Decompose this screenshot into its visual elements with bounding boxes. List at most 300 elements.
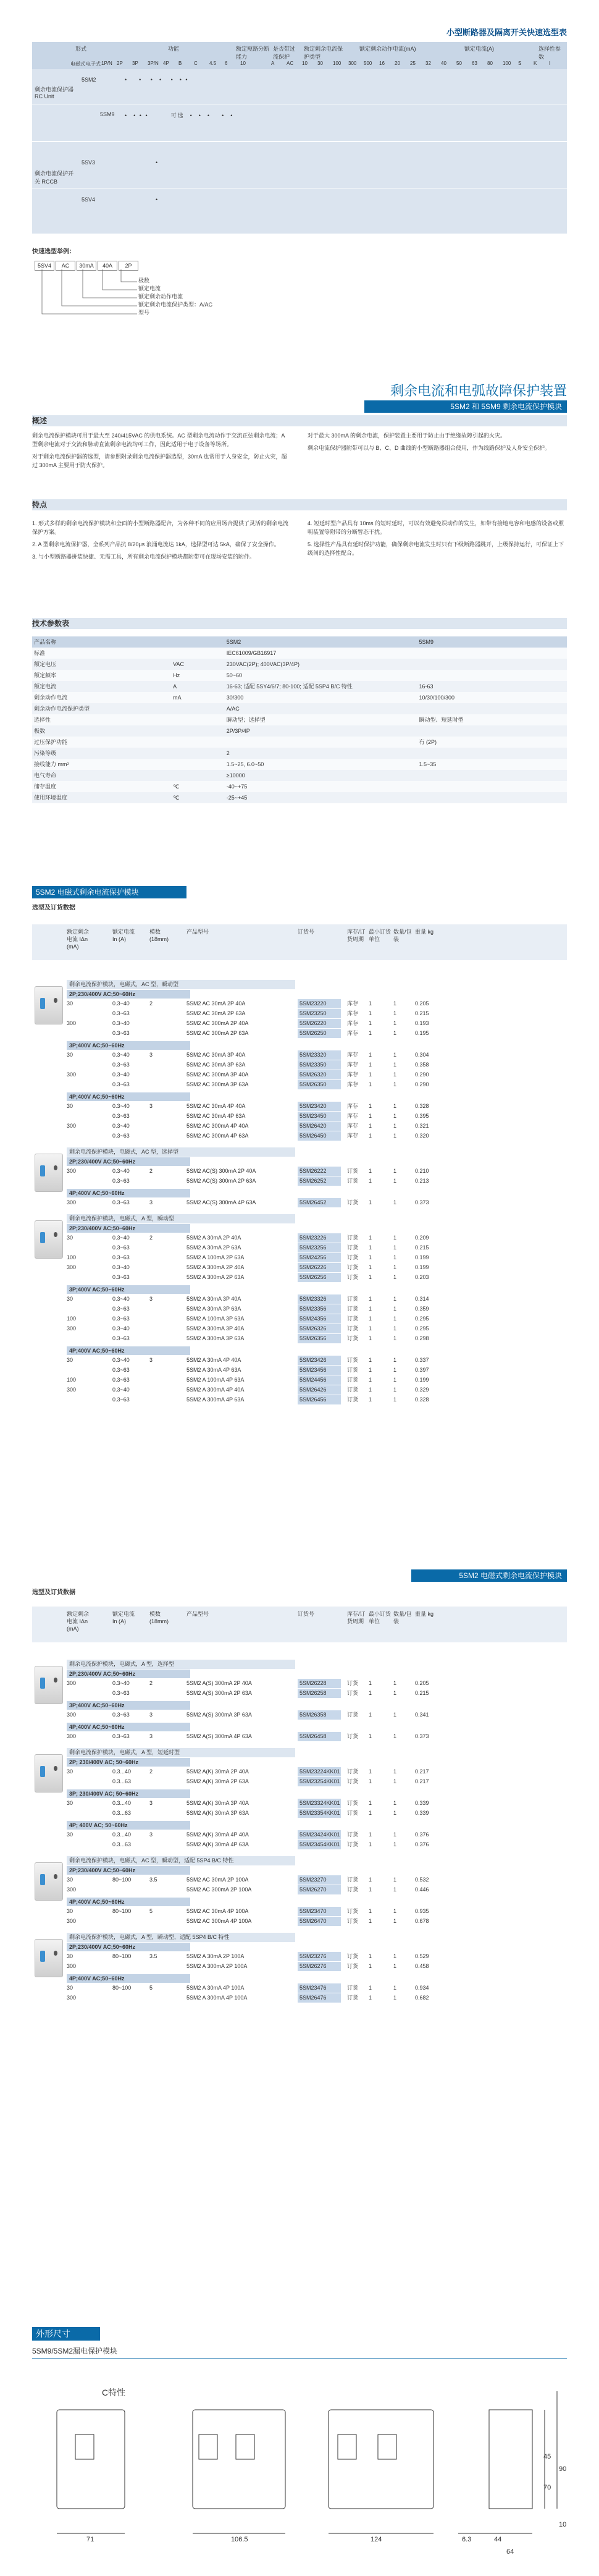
m1-cell: 5SM2 AC 300mA 4P 63A (186, 1133, 249, 1139)
tech-cell: 16-63 (419, 683, 434, 690)
m1-cell: 0.321 (415, 1123, 429, 1129)
m1-cell: 0.295 (415, 1315, 429, 1322)
m1-cell: 1 (393, 1335, 397, 1341)
m1-cell: 1 (393, 1081, 397, 1087)
selection-subcol: 6 (225, 61, 228, 66)
m1-cell: 1 (393, 1000, 397, 1007)
m2-cell: 订货 (347, 1831, 359, 1838)
m2-row (32, 1689, 567, 1698)
m2-row (32, 1885, 567, 1894)
selection-subheaders (70, 61, 564, 69)
selection-subcol: 4P (163, 61, 169, 66)
m2-row (32, 1767, 567, 1776)
m1-cell: 5SM2 AC 30mA 2P 63A (186, 1010, 246, 1016)
m1-cell: 1 (393, 1387, 397, 1393)
m1-cell: 5SM23326 (298, 1294, 341, 1304)
col-header: 模数 (18mm) (149, 929, 169, 942)
m2-cell: 5SM2 A 30mA 4P 100A (186, 1985, 245, 1991)
tech-row (32, 692, 567, 703)
m2-cell: 订货 (347, 1800, 359, 1806)
m2-cell: 5SM2 A 30mA 2P 100A (186, 1953, 245, 1959)
m1-cell: 1 (369, 1315, 372, 1322)
m2-cell: 1 (369, 1886, 372, 1893)
selection-header-rated: 额定电流(A) (464, 46, 494, 52)
m1-cell: 0.358 (415, 1062, 429, 1068)
m1-cell: 1 (393, 1113, 397, 1119)
m2-cell: 0.446 (415, 1886, 429, 1893)
m1-group-sub: 3P;400V AC;50~60Hz (67, 1285, 190, 1294)
m1-cell: 1 (393, 1123, 397, 1129)
m1-cell: 3 (149, 1296, 153, 1302)
m2-cell: 3 (149, 1733, 153, 1739)
m1-cell: 0.3~63 (112, 1199, 130, 1206)
m1-cell: 0.328 (415, 1103, 429, 1109)
tech-cell (417, 670, 568, 681)
m1-cell: 5SM2 AC(S) 300mA 2P 40A (186, 1168, 256, 1174)
tech-cell (417, 648, 568, 659)
m2-cell: 5SM2 A(S) 300mA 2P 63A (186, 1690, 252, 1696)
m1-cell: 库存 (347, 1010, 359, 1016)
m1-cell: 1 (369, 1244, 372, 1251)
order-example-legend (138, 277, 212, 317)
m1-group-title: 剩余电流保护模块，电磁式，A 型，瞬动型 (67, 1214, 295, 1223)
tech-cell: 剩余动作电流保护类型 (34, 706, 90, 712)
m1-cell: 5SM2 A 100mA 2P 63A (186, 1254, 245, 1261)
m2-cell: 0.3...63 (112, 1841, 132, 1848)
selection-row-1-name: 5SM2 (82, 77, 96, 83)
tech-row (32, 703, 567, 714)
m2-cell: 5SM2 A 300mA 2P 100A (186, 1963, 248, 1969)
dim-w6: 64 (506, 2548, 514, 2556)
m1-cell: 100 (67, 1315, 77, 1322)
selection-subcol: 500 (364, 61, 372, 66)
m2-cell: 0.3...40 (112, 1800, 132, 1806)
m2-cell: 0.458 (415, 1963, 429, 1969)
tech-cell: 污染等级 (34, 750, 57, 756)
selection-subcol: 10 (302, 61, 308, 66)
m1-row (32, 1304, 567, 1314)
tech-cell: 瞬动型、短延时型 (419, 717, 464, 723)
order-code: 5SV4 (35, 261, 54, 271)
m2-group-title: 剩余电流保护模块，电磁式，A 型，短延时型 (67, 1748, 295, 1757)
feature-item: 1. 形式多样的剩余电流保护模块和全面的小型断路器配合，为各种不同的应用场合提供了灵活的剩余电流保护方案。 (32, 520, 289, 535)
m1-cell: 1 (369, 1235, 372, 1241)
m2-cell: 0.3...40 (112, 1831, 132, 1838)
m2-cell: 1 (393, 1953, 397, 1959)
m2-cell: 30 (67, 1768, 73, 1775)
selection-subcol: 100 (503, 61, 511, 66)
main-title: 剩余电流和电弧故障保护装置 (390, 383, 567, 399)
tech-cell: -25~+45 (226, 795, 248, 801)
m1-cell: 0.3~63 (112, 1377, 130, 1383)
m1-cell: 1 (369, 1123, 372, 1129)
m1-cell: 0.195 (415, 1030, 429, 1036)
col-header: 模数 (18mm) (149, 1611, 169, 1624)
m1-cell: 0.397 (415, 1367, 429, 1373)
m1-cell: 订货 (347, 1377, 359, 1383)
m1-cell: 订货 (347, 1315, 359, 1322)
m2-cell: 1 (393, 1963, 397, 1969)
m2-cell: 3 (149, 1831, 153, 1838)
feature-item: 5. 选择性产品具有延时保护功能，确保剩余电流发生时只有下级断路器跳开，上级保持运行，可保证上下级间的选择性配合。 (308, 541, 564, 556)
m2-cell: 5SM26228 (298, 1679, 341, 1688)
m1-cell: 1 (369, 1010, 372, 1016)
tech-cell: 过压保护功能 (34, 739, 68, 745)
m2-group-sub: 4P;400V AC;50~60Hz (67, 1974, 190, 1983)
m1-cell: 5SM23356 (298, 1304, 341, 1314)
m1-cell: 30 (67, 1052, 73, 1058)
m1-cell: 1 (369, 1367, 372, 1373)
selection-subcol: C (194, 61, 198, 66)
m2-cell: 5SM26276 (298, 1962, 341, 1971)
m1-cell: 3 (149, 1357, 153, 1363)
m2-cell: 0.3...40 (112, 1768, 132, 1775)
m2-cell: 0.215 (415, 1690, 429, 1696)
m1-cell: 5SM26252 (298, 1176, 341, 1186)
m2-cell: 订货 (347, 1810, 359, 1816)
m1-cell: 0.199 (415, 1254, 429, 1261)
m1-cell: 0.359 (415, 1306, 429, 1312)
tech-cell: Hz (173, 672, 180, 678)
selection-subcol: 300 (348, 61, 357, 66)
m2-cell: 1 (369, 1712, 372, 1718)
m1-cell: 0.199 (415, 1264, 429, 1270)
m1-cell: 0.295 (415, 1325, 429, 1332)
tech-cell (417, 770, 568, 781)
col-header: 最小订货单位 (369, 1611, 392, 1624)
m2-group-sub: 2P;230/400V AC;50~60Hz (67, 1670, 190, 1678)
m1-cell: 1 (393, 1178, 397, 1184)
m1-cell: 300 (67, 1325, 77, 1332)
m1-cell: 5SM2 A 30mA 3P 40A (186, 1296, 241, 1302)
selection-subcol: 100 (333, 61, 341, 66)
m1-cell: 5SM26220 (298, 1019, 341, 1028)
tech-cell: A/AC (226, 706, 240, 712)
m1-group-sub: 4P;400V AC;50~60Hz (67, 1189, 190, 1197)
tech-cell: IEC61009/GB16917 (226, 650, 277, 656)
m1-row (32, 1019, 567, 1028)
col-header: 额定电流 In (A) (112, 929, 135, 942)
m2-cell: 3.5 (149, 1877, 157, 1883)
m1-cell: 0.3~63 (112, 1396, 130, 1403)
tech-cell (171, 748, 225, 759)
tech-row (32, 670, 567, 681)
m1-cell: 5SM26452 (298, 1198, 341, 1207)
m1-cell: 30 (67, 1000, 73, 1007)
m2-group-sub: 4P; 400V AC; 50~60Hz (67, 1821, 190, 1830)
col-header: 数量/包装 (393, 1611, 412, 1624)
m1-cell: 5SM2 A 30mA 3P 63A (186, 1306, 241, 1312)
m2-cell: 0.376 (415, 1841, 429, 1848)
order-code: 30mA (77, 261, 96, 271)
tech-row (32, 759, 567, 770)
m1-cell: 1 (369, 1178, 372, 1184)
m1-row (32, 1009, 567, 1018)
m2-cell: 5 (149, 1908, 153, 1914)
m2-cell: 300 (67, 1733, 77, 1739)
m1-cell: 5SM23256 (298, 1243, 341, 1252)
m1-cell: 5SM2 AC 30mA 4P 40A (186, 1103, 246, 1109)
m1-cell: 订货 (347, 1357, 359, 1363)
feature-item: 3. 与小型断路器拼装快捷、无需工具，所有剩余电流保护模块都附带可在现场安装的附件。 (32, 554, 256, 560)
overview-right (308, 431, 567, 456)
m1-cell: 5SM23226 (298, 1233, 341, 1243)
tech-cell: 有 (2P) (419, 739, 437, 745)
m2-cell: 5SM2 A(K) 30mA 4P 40A (186, 1831, 249, 1838)
col-header: 重量 kg (415, 1611, 434, 1617)
m1-cell: 1 (393, 1325, 397, 1332)
m2-cell: 5SM23270 (298, 1875, 341, 1885)
selection-title: 小型断路器及隔离开关快速选型表 (446, 28, 567, 37)
m1-row (32, 1375, 567, 1385)
order-legend-item: 额定剩余电流保护类型：A/AC (138, 302, 213, 308)
dim-h1: 45 (543, 2453, 551, 2460)
m1-cell: 5SM2 AC(S) 300mA 4P 63A (186, 1199, 256, 1206)
m2-cell: 0.532 (415, 1877, 429, 1883)
m1-cell: 1 (369, 1168, 372, 1174)
m1-cell: 库存 (347, 1052, 359, 1058)
m1-cell: 1 (369, 1396, 372, 1403)
m2-cell: 5SM23324KK01 (298, 1799, 341, 1808)
m1-row (32, 1050, 567, 1060)
col-header: 产品型号 (186, 1611, 209, 1617)
m1-cell: 1 (369, 1000, 372, 1007)
tech-head-cell: 5SM2 (226, 639, 241, 645)
m1-cell: 5SM23426 (298, 1356, 341, 1365)
m1-cell: 0.193 (415, 1020, 429, 1026)
selection-subcol: S (518, 61, 522, 66)
order-legend-item: 额定电流 (138, 285, 161, 292)
m1-cell: 5SM2 AC 30mA 2P 40A (186, 1000, 246, 1007)
m1-cell: 0.320 (415, 1133, 429, 1139)
m1-cell: 订货 (347, 1199, 359, 1206)
m2-cell: 订货 (347, 1841, 359, 1848)
m2-cell: 订货 (347, 1778, 359, 1784)
m1-cell: 5SM2 A 300mA 4P 40A (186, 1387, 245, 1393)
m2-cell: 0.529 (415, 1953, 429, 1959)
selection-subcol: 16 (379, 61, 385, 66)
col-header: 库存/订货周期 (347, 929, 366, 942)
m2-row (32, 1679, 567, 1688)
m1-cell: 5SM26222 (298, 1167, 341, 1176)
m1-group-sub: 2P;230/400V AC;50~60Hz (67, 990, 190, 999)
m1-cell: 1 (393, 1296, 397, 1302)
tech-cell: 使用环境温度 (34, 795, 68, 801)
m2-row (32, 1799, 567, 1808)
m1-cell: 0.3~40 (112, 1052, 130, 1058)
tech-cell: ℃ (173, 795, 180, 801)
tech-cell: 储存温度 (34, 783, 57, 790)
m1-cell: 订货 (347, 1168, 359, 1174)
m1-cell: 1 (369, 1377, 372, 1383)
m1-cell: 0.3~63 (112, 1254, 130, 1261)
m2-cell: 1 (369, 1778, 372, 1784)
m1-cell: 1 (393, 1254, 397, 1261)
tech-cell: 230VAC(2P); 400VAC(3P/4P) (226, 661, 300, 667)
m1-cell: 订货 (347, 1306, 359, 1312)
m1-cell: 0.3~63 (112, 1274, 130, 1280)
tech-cell (417, 781, 568, 792)
m1-cell: 1 (369, 1020, 372, 1026)
m1-cell: 5SM2 AC 300mA 2P 40A (186, 1020, 249, 1026)
selection-subcol: 20 (395, 61, 400, 66)
m1-row (32, 1253, 567, 1262)
m1-cell: 1 (393, 1168, 397, 1174)
m2-cell: 订货 (347, 1918, 359, 1924)
tech-cell: 1.5~35 (419, 761, 437, 767)
selection-subcol: 3P/N (148, 61, 159, 66)
m1-cell: 300 (67, 1387, 77, 1393)
m2-row (32, 1840, 567, 1849)
tech-row (32, 770, 567, 781)
m2-cell: 5SM2 A 300mA 4P 100A (186, 1995, 248, 2001)
m2-band: 5SM2 电磁式剩余电流保护模块 (411, 1569, 567, 1582)
m1-cell: 订货 (347, 1244, 359, 1251)
m1-cell: 1 (393, 1306, 397, 1312)
col-header: 数量/包装 (393, 929, 412, 942)
m2-cell: 0.3~63 (112, 1690, 130, 1696)
m2-cell: 5SM23276 (298, 1952, 341, 1961)
m2-cell: 订货 (347, 1886, 359, 1893)
m1-cell: 0.3~40 (112, 1071, 130, 1078)
m1-cell: 1 (369, 1113, 372, 1119)
m1-cell: 订货 (347, 1274, 359, 1280)
m1-cell: 0.3~63 (112, 1133, 130, 1139)
m1-cell: 5SM2 A 30mA 2P 63A (186, 1244, 241, 1251)
dim-h4: 10 (559, 2521, 567, 2528)
m1-row (32, 1395, 567, 1404)
m1-cell: 5SM23250 (298, 1009, 341, 1018)
col-header: 额定剩余电流 IΔn (mA) (67, 929, 90, 950)
m1-cell: 1 (393, 1062, 397, 1068)
m2-cell: 0.217 (415, 1768, 429, 1775)
selection-row-1-marks: • • • • • • • (125, 77, 189, 83)
m2-cell: 30 (67, 1985, 73, 1991)
tech-cell: 电气寿命 (34, 772, 57, 779)
overview-item: 对于最大 300mA 的剩余电流，保护装置主要用于防止由于绝缘故障引起的火灾。 (308, 433, 506, 439)
m1-cell: 3 (149, 1199, 153, 1206)
m2-cell: 1 (369, 1963, 372, 1969)
m1-cell: 1 (393, 1274, 397, 1280)
m1-cell: 0.290 (415, 1081, 429, 1087)
col-header: 订货号 (298, 929, 315, 935)
m1-cell: 5SM2 A 300mA 3P 63A (186, 1335, 245, 1341)
m2-cell: 3 (149, 1800, 153, 1806)
m1-cell: 库存 (347, 1133, 359, 1139)
m2-cell: 1 (369, 1733, 372, 1739)
m1-cell: 5SM2 A 100mA 3P 63A (186, 1315, 245, 1322)
m1-cell: 1 (369, 1306, 372, 1312)
m1-cell: 5SM26450 (298, 1131, 341, 1141)
selection-header-acc: 是否带过流保护 (273, 46, 296, 60)
tech-cell: A (173, 683, 177, 690)
m1-group-sub: 4P;400V AC;50~60Hz (67, 1346, 190, 1355)
tech-cell: 接线能力 mm² (34, 761, 69, 767)
col-header: 额定电流 In (A) (112, 1611, 135, 1624)
features-right (308, 519, 567, 561)
selection-subcol: 50 (456, 61, 462, 66)
m2-cell: 订货 (347, 1963, 359, 1969)
order-example-lines (35, 269, 140, 319)
m1-cell: 1 (393, 1010, 397, 1016)
m1-cell: 5SM26250 (298, 1029, 341, 1038)
m2-cell: 订货 (347, 1690, 359, 1696)
m1-cell: 1 (393, 1030, 397, 1036)
m2-cell: 1 (393, 1768, 397, 1775)
m2-cell: 1 (393, 1841, 397, 1848)
m1-cell: 库存 (347, 1030, 359, 1036)
tech-row (32, 648, 567, 659)
m1-cell: 订货 (347, 1254, 359, 1261)
features-title: 特点 (32, 500, 48, 509)
m2-cell: 5SM23254KK01 (298, 1777, 341, 1786)
m1-cell: 0.3~63 (112, 1081, 130, 1087)
m1-row (32, 1176, 567, 1186)
selection-subcol: 40 (441, 61, 446, 66)
m2-cell: 5SM23454KK01 (298, 1840, 341, 1849)
m2-cell: 1 (369, 1800, 372, 1806)
selection-header-curtype: 额定剩余电流保护类型 (304, 46, 343, 60)
m1-header (32, 924, 567, 960)
m2-cell: 0.205 (415, 1680, 429, 1686)
m1-cell: 1 (369, 1062, 372, 1068)
tech-row (32, 681, 567, 692)
selection-subcol: 4.5 (209, 61, 217, 66)
m1-cell: 5SM26456 (298, 1395, 341, 1404)
tech-cell (417, 748, 568, 759)
m1-cell: 300 (67, 1199, 77, 1206)
tech-title: 技术参数表 (32, 619, 70, 628)
m1-cell: 5SM26426 (298, 1385, 341, 1395)
m2-cell: 80~100 (112, 1877, 132, 1883)
m1-cell: 5SM24356 (298, 1314, 341, 1324)
selection-row-2-name: 5SM9 (100, 111, 115, 117)
m2-sub: 选型及订货数据 (32, 1589, 75, 1596)
m1-cell: 5SM2 A 300mA 3P 40A (186, 1325, 245, 1332)
m1-cell: 0.199 (415, 1377, 429, 1383)
tech-row (32, 781, 567, 792)
m1-cell: 5SM2 AC(S) 300mA 2P 63A (186, 1178, 256, 1184)
m2-cell: 1 (393, 1886, 397, 1893)
tech-cell (417, 725, 568, 737)
m1-row (32, 1102, 567, 1111)
m1-cell: 0.328 (415, 1396, 429, 1403)
tech-cell: mA (173, 695, 182, 701)
selection-row-3-name: 5SV3 (82, 159, 96, 166)
selection-table (32, 42, 567, 234)
m1-cell: 1 (369, 1030, 372, 1036)
m1-cell: 0.337 (415, 1357, 429, 1363)
m2-cell: 订货 (347, 1768, 359, 1775)
tech-cell: VAC (173, 661, 184, 667)
m1-cell: 5SM2 AC 30mA 4P 63A (186, 1113, 246, 1119)
m1-row (32, 1112, 567, 1121)
m2-cell: 1 (393, 1877, 397, 1883)
m2-cell: 订货 (347, 1995, 359, 2001)
m1-cell: 订货 (347, 1396, 359, 1403)
order-example-title: 快速选型举例： (32, 248, 75, 255)
tech-cell: 剩余动作电流 (34, 695, 68, 701)
m1-cell: 0.3~63 (112, 1367, 130, 1373)
m1-row (32, 1243, 567, 1252)
m1-cell: 库存 (347, 1113, 359, 1119)
m1-cell: 1 (393, 1377, 397, 1383)
selection-subcol: 2P (117, 61, 123, 66)
selection-subcol: K (534, 61, 537, 66)
m2-cell: 订货 (347, 1733, 359, 1739)
selection-subcol: I (549, 61, 551, 66)
tech-cell: 额定电压 (34, 661, 57, 667)
